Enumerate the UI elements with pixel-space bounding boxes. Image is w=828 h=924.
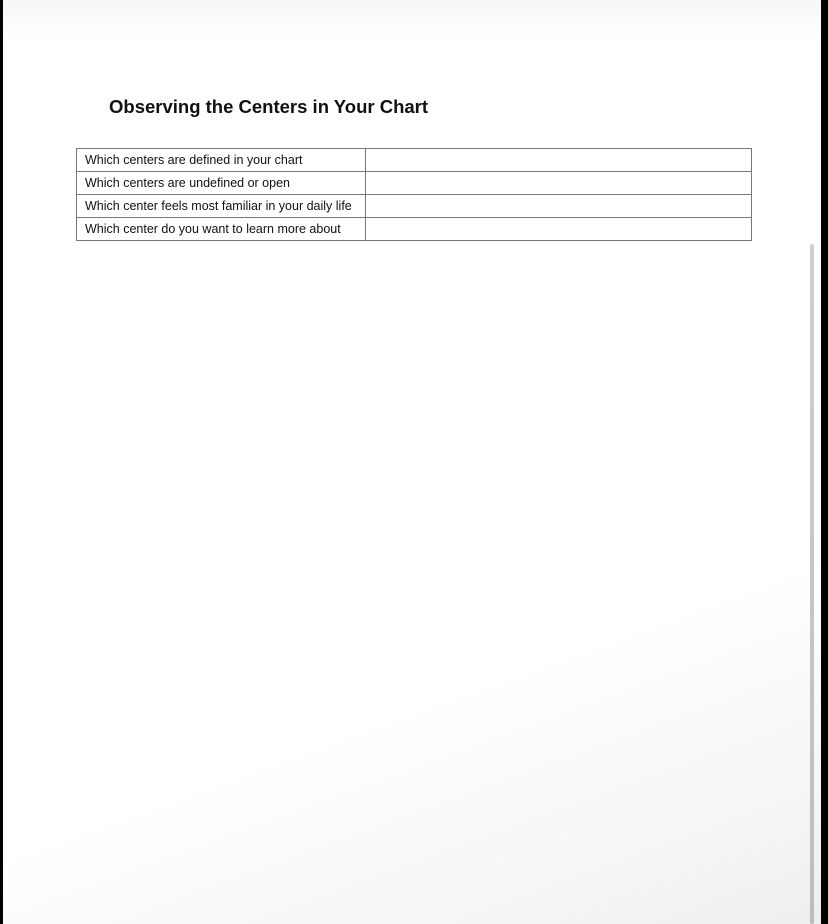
worksheet-table	[76, 148, 752, 241]
table-row	[77, 172, 752, 195]
table-row	[77, 195, 752, 218]
page-top-shadow	[3, 0, 821, 40]
vertical-scrollbar[interactable]	[810, 244, 814, 924]
table-row	[77, 149, 752, 172]
document-title: Observing the Centers in Your Chart	[109, 96, 429, 117]
document-page	[3, 0, 821, 924]
question-cell: Which center do you want to learn more about	[77, 218, 366, 241]
answer-cell[interactable]	[366, 195, 752, 218]
answer-cell[interactable]	[366, 172, 752, 195]
answer-cell[interactable]	[366, 218, 752, 241]
answer-cell[interactable]	[366, 149, 752, 172]
question-cell: Which centers are defined in your chart	[77, 149, 366, 172]
table-row	[77, 218, 752, 241]
question-cell: Which center feels most familiar in your daily life	[77, 195, 366, 218]
question-cell: Which centers are undefined or open	[77, 172, 366, 195]
